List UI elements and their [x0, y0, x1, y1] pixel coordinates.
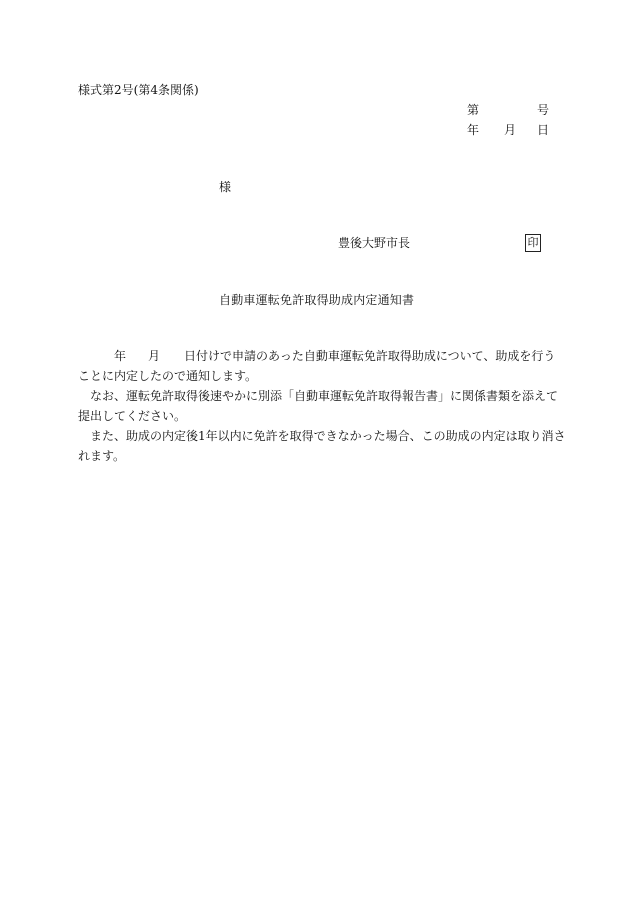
body-text: 日付けで申請のあった自動車運転免許取得助成について、助成を行う	[184, 349, 556, 363]
issuer-name: 豊後大野市長	[338, 236, 411, 250]
date-year: 年	[467, 123, 480, 137]
notice-body	[78, 349, 566, 469]
body-month: 月	[148, 349, 161, 363]
document-title: 自動車運転免許取得助成内定通知書	[219, 293, 415, 307]
document-number	[467, 104, 549, 118]
date-month: 月	[504, 123, 517, 137]
body-line: ことに内定したので通知します。	[78, 369, 258, 383]
date-day: 日	[536, 123, 549, 137]
document-number-suffix: 号	[536, 103, 549, 117]
form-number-label: 様式第2号(第4条関係)	[78, 83, 199, 97]
body-line: なお、運転免許取得後速やかに別添「自動車運転免許取得報告書」に関係書類を添えて	[90, 389, 559, 403]
document-number-prefix: 第	[467, 103, 480, 117]
body-line: 提出してください。	[78, 409, 187, 423]
addressee-honorific: 様	[219, 180, 232, 194]
issue-date	[467, 124, 549, 138]
body-year: 年	[114, 349, 127, 363]
body-line	[78, 349, 556, 369]
seal-stamp: 印	[525, 234, 541, 252]
body-line: また、助成の内定後1年以内に免許を取得できなかった場合、この助成の内定は取り消さ	[90, 429, 566, 443]
body-line: れます。	[78, 449, 126, 463]
